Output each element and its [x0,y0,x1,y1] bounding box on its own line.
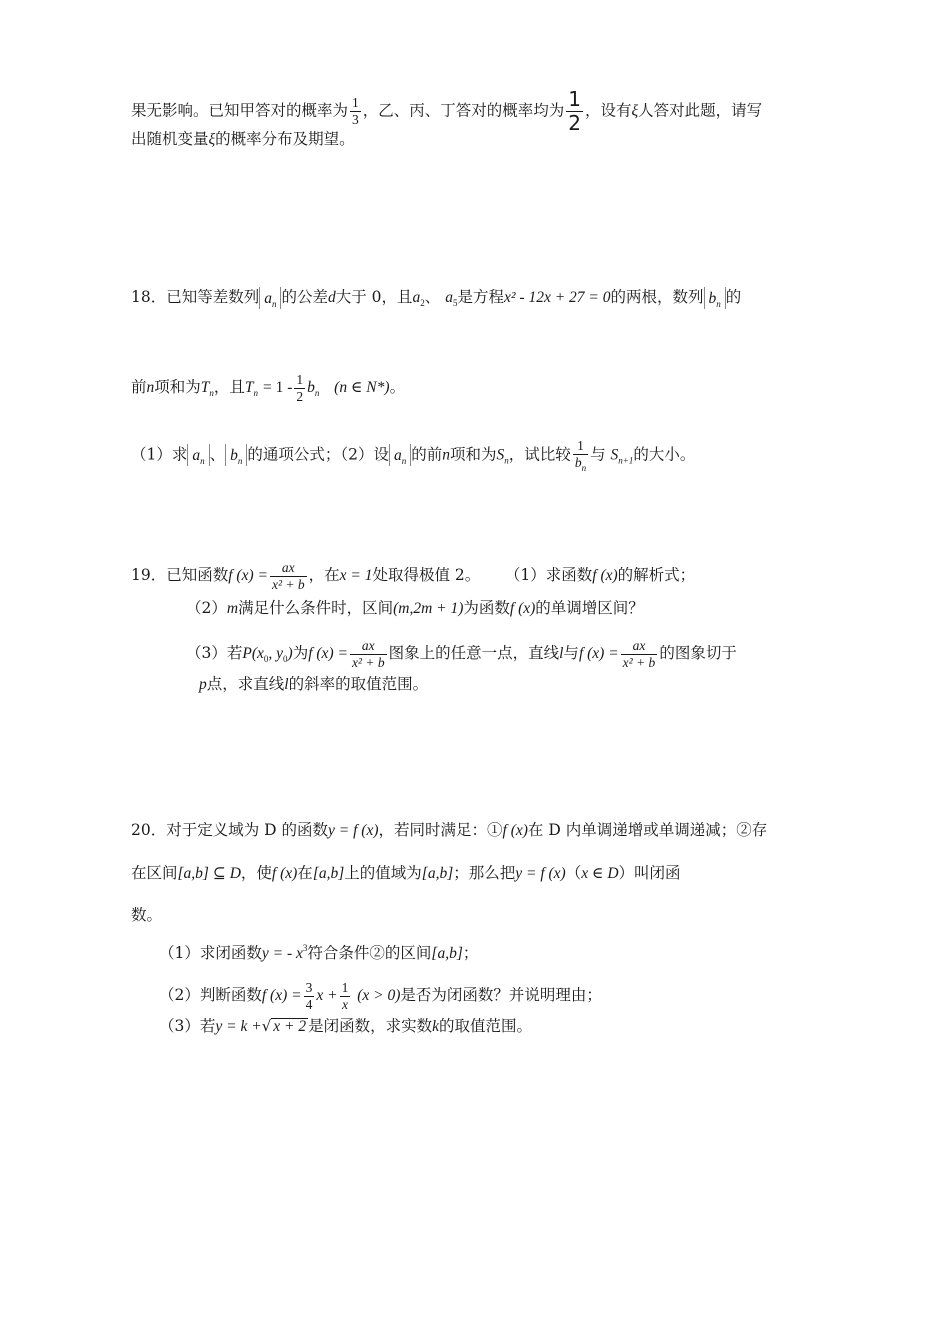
fraction-inverse-bn: $\frac{1}{b_n}$ [574,438,587,473]
set-an: $a_n$ [259,287,281,309]
p18-line-3: （1）求 $a_n$ 、 $b_n$ 的通项公式；（2）设 $a_n$ 的前n项和为$S_n$，试比较 $\frac{1}{b_n}$ 与 $S_{n+1}$的大小。 [131,438,696,473]
p20-question-3: （3）若y = k +√ x + 2 是闭函数，求实数k的取值范围。 [159,1017,533,1035]
p19-line-4: p点，求直线l的斜率的取值范围。 [199,675,429,693]
p19-line-2: （2）m满足什么条件时，区间(m,2m + 1)为函数f (x)的单调增区间？ [186,599,644,617]
p17-line-2: 出随机变量ξ的概率分布及期望。 [131,130,355,148]
fraction-half: $\frac{1}{2}$ [296,372,304,404]
p18-line-2: 前n项和为$T_n$，且$T_n = 1$ - $\frac{1}{2}$ $b_n$ (n ∈ N*)。 [131,372,406,404]
fraction-ax-over-x2b: $\frac{ax}{\text{x² + b}}$ [271,560,305,592]
quadratic-equation: x² - 12x + 27 = 0 [504,289,611,306]
p20-line-1: 20．对于定义域为 D 的函数y = f (x)，若同时满足：①f (x)在 D 内单调递增或单调递减；②存 [131,821,768,839]
p20-question-1: （1）求闭函数y = - $x^3$符合条件②的区间[a,b]； [159,943,479,962]
p19-line-3: （3）若$P(x_0$, $y_0$)为f (x) = $\frac{ax}{\text{x² + b}}$ 图象上的任意一点，直线l与f (x) = $\frac{ax}{\text{x² + b}}$ 的图象切于 [186,638,737,670]
p19-line-1: 19．已知函数f (x) = $\frac{ax}{\text{x² + b}}$ ，在x = 1处取得极值 2。 （1）求函数f (x)的解析式； [131,560,696,592]
fraction-one-half: $\frac{1}{2}$ [568,87,582,135]
fraction-one-third: $\frac{1}{3}$ [352,95,359,127]
p20-line-2: 在区间[a,b] ⊆ D，使f (x)在[a,b]上的值域为[a,b]；那么把y = f (x)（x ∈ D）叫闭函 [131,864,681,882]
p18-line-1: 18．已知等差数列 $a_n$ 的公差d大于 0，且$a_2$、 $a_5$是方程x² - 12x + 27 = 0的两根，数列 $b_n$ 的 [131,288,742,309]
p17-line-1: 果无影响。已知甲答对的概率为 $\frac{1}{3}$ ，乙、丙、丁答对的概率均为 $\frac{1}{2}$ ，设有ξ人答对此题，请写 [131,87,763,135]
p20-question-2: （2）判断函数f (x) = $\frac{3}{4}$ x + $\frac{1}{x}$ (x > 0)是否为闭函数？并说明理由； [159,980,602,1012]
square-root: x + 2 [273,1018,307,1035]
p20-line-3: 数。 [131,906,163,924]
set-bn: $b_n$ [704,287,726,309]
